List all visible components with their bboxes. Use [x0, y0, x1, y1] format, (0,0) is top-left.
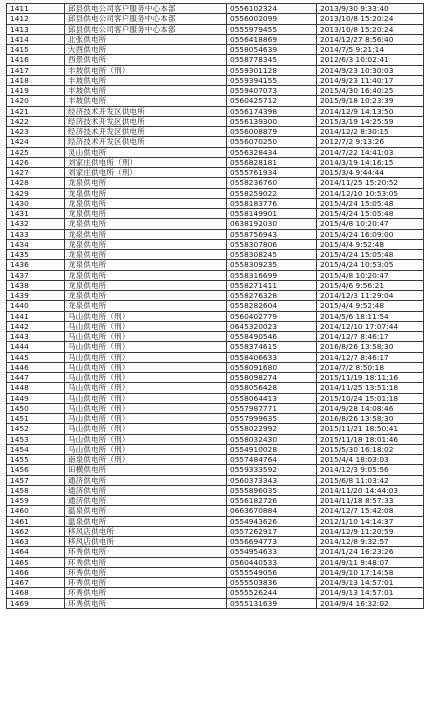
table-row: [7, 280, 424, 290]
unit-name-cell: 龙泉供电所: [65, 291, 227, 301]
table-row: [7, 147, 424, 157]
table-row: [7, 383, 424, 393]
account-number-cell: 0558056428: [227, 383, 317, 393]
timestamp-cell: 2015/3/4 9:44:44: [317, 168, 424, 178]
unit-name-cell: 马山供电所（刑）: [65, 352, 227, 362]
table-row: [7, 239, 424, 249]
account-number-cell: 0560440533: [227, 557, 317, 567]
row-number-cell: 1443: [7, 332, 65, 342]
table-row: [7, 219, 424, 229]
table-row: [7, 547, 424, 557]
account-number-cell: 0559301128: [227, 65, 317, 75]
timestamp-cell: 2014/12/10 10:53:05: [317, 188, 424, 198]
row-number-cell: 1452: [7, 424, 65, 434]
timestamp-cell: 2014/11/25 15:20:52: [317, 178, 424, 188]
account-number-cell: 0556694773: [227, 537, 317, 547]
timestamp-cell: 2014/9/13 14:57:01: [317, 588, 424, 598]
timestamp-cell: 2014/5/6 18:11:54: [317, 311, 424, 321]
unit-name-cell: 温泉供电所: [65, 516, 227, 526]
table-row: [7, 444, 424, 454]
unit-name-cell: 南泉供电所（刑）: [65, 455, 227, 465]
account-number-cell: 0558309235: [227, 260, 317, 270]
account-number-cell: 0558022992: [227, 424, 317, 434]
timestamp-cell: 2015/4/24 10:53:05: [317, 260, 424, 270]
table-row: [7, 424, 424, 434]
timestamp-cell: 2014/7/5 9:21:14: [317, 45, 424, 55]
account-number-cell: 0556418869: [227, 34, 317, 44]
table-row: [7, 311, 424, 321]
account-number-cell: 0556002099: [227, 14, 317, 24]
timestamp-cell: 2014/12/9 14:13:50: [317, 106, 424, 116]
account-number-cell: 0555896035: [227, 485, 317, 495]
table-row: [7, 198, 424, 208]
timestamp-cell: 2014/9/13 14:57:01: [317, 578, 424, 588]
unit-name-cell: 马山供电所（刑）: [65, 373, 227, 383]
account-number-cell: 0556008879: [227, 127, 317, 137]
table-row: [7, 229, 424, 239]
table-row: [7, 250, 424, 260]
account-number-cell: 0559407073: [227, 86, 317, 96]
account-number-cell: 0560425712: [227, 96, 317, 106]
table-row: [7, 157, 424, 167]
table-row: [7, 475, 424, 485]
unit-name-cell: 龙泉供电所: [65, 250, 227, 260]
account-number-cell: 0557262917: [227, 526, 317, 536]
row-number-cell: 1449: [7, 393, 65, 403]
timestamp-cell: 2012/7/2 9:13:26: [317, 137, 424, 147]
row-number-cell: 1414: [7, 34, 65, 44]
unit-name-cell: 龙泉供电所: [65, 260, 227, 270]
unit-name-cell: 马山供电所（刑）: [65, 311, 227, 321]
table-row: [7, 537, 424, 547]
timestamp-cell: 2015/4/4 9:52:48: [317, 239, 424, 249]
timestamp-cell: 2014/7/22 14:41:03: [317, 147, 424, 157]
row-number-cell: 1460: [7, 506, 65, 516]
unit-name-cell: 马山供电所（刑）: [65, 332, 227, 342]
table-row: [7, 127, 424, 137]
timestamp-cell: 2014/12/10 17:07:44: [317, 321, 424, 331]
account-number-cell: 0557484764: [227, 455, 317, 465]
unit-name-cell: 环秀供电所: [65, 588, 227, 598]
timestamp-cell: 2015/3/19 14:25:59: [317, 116, 424, 126]
timestamp-cell: 2012/6/3 10:02:41: [317, 55, 424, 65]
unit-name-cell: 经济技术开发区供电所: [65, 116, 227, 126]
unit-name-cell: 大酉供电所: [65, 45, 227, 55]
unit-name-cell: 龙泉供电所: [65, 301, 227, 311]
unit-name-cell: 马山供电所（刑）: [65, 424, 227, 434]
table-row: [7, 65, 424, 75]
account-number-cell: 0556182726: [227, 496, 317, 506]
unit-name-cell: 通济供电所: [65, 496, 227, 506]
row-number-cell: 1438: [7, 280, 65, 290]
row-number-cell: 1444: [7, 342, 65, 352]
timestamp-cell: 2012/1/10 14:14:37: [317, 516, 424, 526]
row-number-cell: 1446: [7, 362, 65, 372]
timestamp-cell: 2015/10/24 15:01:18: [317, 393, 424, 403]
row-number-cell: 1420: [7, 96, 65, 106]
timestamp-cell: 2015/4/8 10:20:47: [317, 270, 424, 280]
table-row: [7, 24, 424, 34]
account-number-cell: 0558490546: [227, 332, 317, 342]
table-row: [7, 270, 424, 280]
table-row: [7, 588, 424, 598]
unit-name-cell: 龙泉供电所: [65, 229, 227, 239]
timestamp-cell: 2014/11/20 14:44:03: [317, 485, 424, 495]
row-number-cell: 1462: [7, 526, 65, 536]
timestamp-cell: 2013/10/8 15:20:24: [317, 14, 424, 24]
row-number-cell: 1451: [7, 414, 65, 424]
table-row: [7, 96, 424, 106]
table-row: [7, 526, 424, 536]
table-row: [7, 34, 424, 44]
table-row: [7, 434, 424, 444]
timestamp-cell: 2014/12/2 8:30:15: [317, 127, 424, 137]
table-row: [7, 362, 424, 372]
unit-name-cell: 龙泉供电所: [65, 270, 227, 280]
account-number-cell: 0558307806: [227, 239, 317, 249]
unit-name-cell: 丰坡供电所（刑）: [65, 65, 227, 75]
unit-name-cell: 西景供电所: [65, 55, 227, 65]
unit-name-cell: 龙泉供电所: [65, 239, 227, 249]
table-row: [7, 403, 424, 413]
timestamp-cell: 2014/7/2 8:50:18: [317, 362, 424, 372]
timestamp-cell: 2016/8/26 13:58:30: [317, 414, 424, 424]
row-number-cell: 1434: [7, 239, 65, 249]
unit-name-cell: 丰坡供电所: [65, 75, 227, 85]
row-number-cell: 1437: [7, 270, 65, 280]
row-number-cell: 1457: [7, 475, 65, 485]
unit-name-cell: 马山供电所（刑）: [65, 362, 227, 372]
unit-name-cell: 邱县供电公司客户服务中心本部: [65, 14, 227, 24]
account-number-cell: 0555131639: [227, 598, 317, 608]
table-row: [7, 373, 424, 383]
account-number-cell: 0559333592: [227, 465, 317, 475]
row-number-cell: 1463: [7, 537, 65, 547]
table-row: [7, 45, 424, 55]
table-row: [7, 455, 424, 465]
unit-name-cell: 通济供电所: [65, 485, 227, 495]
timestamp-cell: 2014/12/27 8:56:40: [317, 34, 424, 44]
timestamp-cell: 2015/11/19 18:11:16: [317, 373, 424, 383]
record-table: [6, 3, 424, 609]
account-number-cell: 0558259022: [227, 188, 317, 198]
row-number-cell: 1421: [7, 106, 65, 116]
table-row: [7, 116, 424, 126]
timestamp-cell: 2014/9/11 9:48:07: [317, 557, 424, 567]
row-number-cell: 1455: [7, 455, 65, 465]
row-number-cell: 1439: [7, 291, 65, 301]
row-number-cell: 1430: [7, 198, 65, 208]
row-number-cell: 1422: [7, 116, 65, 126]
table-row: [7, 301, 424, 311]
timestamp-cell: 2015/4/24 15:05:48: [317, 209, 424, 219]
row-number-cell: 1436: [7, 260, 65, 270]
account-number-cell: 0559394155: [227, 75, 317, 85]
unit-name-cell: 经济技术开发区供电所: [65, 106, 227, 116]
account-number-cell: 0556102324: [227, 4, 317, 14]
row-number-cell: 1442: [7, 321, 65, 331]
table-row: [7, 209, 424, 219]
row-number-cell: 1458: [7, 485, 65, 495]
unit-name-cell: 龙泉供电所: [65, 188, 227, 198]
row-number-cell: 1429: [7, 188, 65, 198]
row-number-cell: 1467: [7, 578, 65, 588]
table-row: [7, 321, 424, 331]
unit-name-cell: 通济供电所: [65, 475, 227, 485]
timestamp-cell: 2014/12/7 15:42:08: [317, 506, 424, 516]
table-row: [7, 168, 424, 178]
account-number-cell: 0558276328: [227, 291, 317, 301]
timestamp-cell: 2015/4/24 15:05:48: [317, 198, 424, 208]
timestamp-cell: 2015/4/24 15:05:48: [317, 250, 424, 260]
unit-name-cell: 邱县供电公司客户服务中心本部: [65, 24, 227, 34]
unit-name-cell: 丰坡供电所: [65, 86, 227, 96]
timestamp-cell: 2016/8/26 13:58:30: [317, 342, 424, 352]
account-number-cell: 0558054639: [227, 45, 317, 55]
timestamp-cell: 2014/9/23 11:40:17: [317, 75, 424, 85]
account-number-cell: 0558183776: [227, 198, 317, 208]
row-number-cell: 1448: [7, 383, 65, 393]
table-row: [7, 75, 424, 85]
row-number-cell: 1454: [7, 444, 65, 454]
unit-name-cell: 环秀供电所: [65, 578, 227, 588]
unit-name-cell: 马山供电所（刑）: [65, 321, 227, 331]
account-number-cell: 0558308245: [227, 250, 317, 260]
row-number-cell: 1412: [7, 14, 65, 24]
row-number-cell: 1427: [7, 168, 65, 178]
table-row: [7, 106, 424, 116]
row-number-cell: 1425: [7, 147, 65, 157]
unit-name-cell: 刘家庄供电所（刑）: [65, 168, 227, 178]
account-number-cell: 0558064413: [227, 393, 317, 403]
account-number-cell: 0556328434: [227, 147, 317, 157]
account-number-cell: 0560373343: [227, 475, 317, 485]
timestamp-cell: 2015/5/30 16:18:02: [317, 444, 424, 454]
row-number-cell: 1433: [7, 229, 65, 239]
table-row: [7, 178, 424, 188]
unit-name-cell: 龙泉供电所: [65, 280, 227, 290]
unit-name-cell: 移风店供电所: [65, 537, 227, 547]
account-number-cell: 0560402779: [227, 311, 317, 321]
timestamp-cell: 2014/12/9 11:20:59: [317, 526, 424, 536]
account-number-cell: 0555549056: [227, 567, 317, 577]
table-row: [7, 188, 424, 198]
table-row: [7, 465, 424, 475]
timestamp-cell: 2014/3/19 14:16:15: [317, 157, 424, 167]
account-number-cell: 0558032430: [227, 434, 317, 444]
account-number-cell: 0558374615: [227, 342, 317, 352]
timestamp-cell: 2014/9/28 14:08:46: [317, 403, 424, 413]
table-row: [7, 516, 424, 526]
row-number-cell: 1450: [7, 403, 65, 413]
timestamp-cell: 2014/11/25 13:51:18: [317, 383, 424, 393]
row-number-cell: 1431: [7, 209, 65, 219]
unit-name-cell: 经济技术开发区供电所: [65, 137, 227, 147]
row-number-cell: 1424: [7, 137, 65, 147]
account-number-cell: 0555503836: [227, 578, 317, 588]
unit-name-cell: 环秀供电所: [65, 567, 227, 577]
account-number-cell: 0555526244: [227, 588, 317, 598]
account-number-cell: 0556139300: [227, 116, 317, 126]
account-number-cell: 0558316699: [227, 270, 317, 280]
row-number-cell: 1419: [7, 86, 65, 96]
unit-name-cell: 温泉供电所: [65, 506, 227, 516]
unit-name-cell: 龙泉供电所: [65, 178, 227, 188]
table-row: [7, 567, 424, 577]
unit-name-cell: 马山供电所（刑）: [65, 434, 227, 444]
row-number-cell: 1426: [7, 157, 65, 167]
timestamp-cell: 2015/11/18 18:01:46: [317, 434, 424, 444]
timestamp-cell: 2015/9/18 10:23:39: [317, 96, 424, 106]
unit-name-cell: 环秀供电所: [65, 598, 227, 608]
row-number-cell: 1423: [7, 127, 65, 137]
row-number-cell: 1428: [7, 178, 65, 188]
unit-name-cell: 田横供电所: [65, 465, 227, 475]
timestamp-cell: 2014/12/7 8:46:17: [317, 352, 424, 362]
timestamp-cell: 2015/4/4 9:52:48: [317, 301, 424, 311]
account-number-cell: 0556828181: [227, 157, 317, 167]
row-number-cell: 1459: [7, 496, 65, 506]
account-number-cell: 0558282604: [227, 301, 317, 311]
unit-name-cell: 马山供电所（刑）: [65, 393, 227, 403]
unit-name-cell: 马山供电所（刑）: [65, 414, 227, 424]
timestamp-cell: 2013/9/30 9:33:40: [317, 4, 424, 14]
timestamp-cell: 2015/4/30 16:40:25: [317, 86, 424, 96]
timestamp-cell: 2014/12/3 9:05:56: [317, 465, 424, 475]
account-number-cell: 0558236760: [227, 178, 317, 188]
account-number-cell: 0663670884: [227, 506, 317, 516]
account-number-cell: 0554910028: [227, 444, 317, 454]
row-number-cell: 1441: [7, 311, 65, 321]
timestamp-cell: 2014/9/10 17:14:58: [317, 567, 424, 577]
row-number-cell: 1418: [7, 75, 65, 85]
account-number-cell: 0645320023: [227, 321, 317, 331]
table-row: [7, 291, 424, 301]
row-number-cell: 1411: [7, 4, 65, 14]
table-row: [7, 260, 424, 270]
account-number-cell: 0557987771: [227, 403, 317, 413]
timestamp-cell: 2014/9/23 10:30:03: [317, 65, 424, 75]
account-number-cell: 0557999635: [227, 414, 317, 424]
timestamp-cell: 2015/4/6 9:56:21: [317, 280, 424, 290]
account-number-cell: 0638192030: [227, 219, 317, 229]
timestamp-cell: 2014/12/7 8:46:17: [317, 332, 424, 342]
timestamp-cell: 2014/9/4 16:32:02: [317, 598, 424, 608]
table-row: [7, 352, 424, 362]
row-number-cell: 1456: [7, 465, 65, 475]
timestamp-cell: 2015/6/8 11:03:42: [317, 475, 424, 485]
table-row: [7, 506, 424, 516]
table-row: [7, 55, 424, 65]
timestamp-cell: 2014/1/24 16:23:26: [317, 547, 424, 557]
account-number-cell: 0558098274: [227, 373, 317, 383]
table-row: [7, 86, 424, 96]
account-number-cell: 0555979455: [227, 24, 317, 34]
timestamp-cell: 2015/4/24 16:09:00: [317, 229, 424, 239]
row-number-cell: 1432: [7, 219, 65, 229]
account-number-cell: 0554943626: [227, 516, 317, 526]
unit-name-cell: 马山供电所（刑）: [65, 383, 227, 393]
row-number-cell: 1469: [7, 598, 65, 608]
table-row: [7, 393, 424, 403]
unit-name-cell: 龙泉供电所: [65, 219, 227, 229]
unit-name-cell: 丰坡供电所: [65, 96, 227, 106]
account-number-cell: 0558091680: [227, 362, 317, 372]
account-number-cell: 0558756943: [227, 229, 317, 239]
timestamp-cell: 2014/12/8 9:32:57: [317, 537, 424, 547]
unit-name-cell: 北张供电所: [65, 34, 227, 44]
timestamp-cell: 2014/12/3 11:29:04: [317, 291, 424, 301]
table-row: [7, 414, 424, 424]
unit-name-cell: 龙泉供电所: [65, 209, 227, 219]
unit-name-cell: 灵山供电所: [65, 147, 227, 157]
unit-name-cell: 马山供电所（刑）: [65, 342, 227, 352]
timestamp-cell: 2015/4/4 18:03:03: [317, 455, 424, 465]
row-number-cell: 1461: [7, 516, 65, 526]
row-number-cell: 1447: [7, 373, 65, 383]
row-number-cell: 1416: [7, 55, 65, 65]
table-row: [7, 496, 424, 506]
timestamp-cell: 2015/11/21 18:50:41: [317, 424, 424, 434]
account-number-cell: 0555761934: [227, 168, 317, 178]
unit-name-cell: 马山供电所（刑）: [65, 444, 227, 454]
table-row: [7, 4, 424, 14]
account-number-cell: 0558778345: [227, 55, 317, 65]
table-row: [7, 342, 424, 352]
record-table-body: [7, 4, 424, 609]
account-number-cell: 0554954633: [227, 547, 317, 557]
table-row: [7, 14, 424, 24]
table-row: [7, 137, 424, 147]
row-number-cell: 1466: [7, 567, 65, 577]
table-row: [7, 557, 424, 567]
row-number-cell: 1413: [7, 24, 65, 34]
unit-name-cell: 刘家庄供电所（刑）: [65, 157, 227, 167]
unit-name-cell: 龙泉供电所: [65, 198, 227, 208]
table-row: [7, 485, 424, 495]
row-number-cell: 1440: [7, 301, 65, 311]
table-row: [7, 598, 424, 608]
row-number-cell: 1465: [7, 557, 65, 567]
unit-name-cell: 经济技术开发区供电所: [65, 127, 227, 137]
timestamp-cell: 2014/11/18 8:57:33: [317, 496, 424, 506]
unit-name-cell: 马山供电所（刑）: [65, 403, 227, 413]
row-number-cell: 1464: [7, 547, 65, 557]
row-number-cell: 1445: [7, 352, 65, 362]
unit-name-cell: 环秀供电所: [65, 557, 227, 567]
row-number-cell: 1415: [7, 45, 65, 55]
timestamp-cell: 2013/10/8 15:20:24: [317, 24, 424, 34]
account-number-cell: 0556174398: [227, 106, 317, 116]
table-row: [7, 578, 424, 588]
account-number-cell: 0558271411: [227, 280, 317, 290]
account-number-cell: 0558406633: [227, 352, 317, 362]
table-row: [7, 332, 424, 342]
unit-name-cell: 邱县供电公司客户服务中心本部: [65, 4, 227, 14]
row-number-cell: 1435: [7, 250, 65, 260]
account-number-cell: 0558149901: [227, 209, 317, 219]
row-number-cell: 1468: [7, 588, 65, 598]
row-number-cell: 1417: [7, 65, 65, 75]
unit-name-cell: 移风店供电所: [65, 526, 227, 536]
account-number-cell: 0556070250: [227, 137, 317, 147]
unit-name-cell: 环秀供电所: [65, 547, 227, 557]
timestamp-cell: 2015/4/8 10:20:47: [317, 219, 424, 229]
row-number-cell: 1453: [7, 434, 65, 444]
